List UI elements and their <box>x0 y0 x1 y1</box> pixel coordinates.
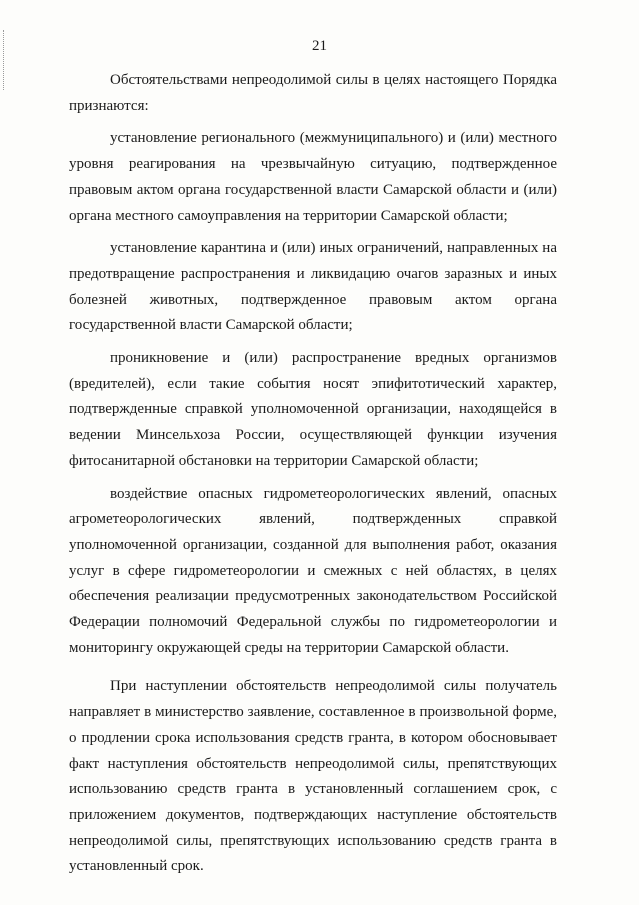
paragraph-pests: проникновение и (или) распространение вредных организмов (вредителей), если такие события носят эпифитотический характер, подтвержденные справкой уполномоченной организации, находящейся в ведении Минсельхоза России, осуществляющей функции изучения фитосанитарной обстановки на территории Самарской области; <box>69 350 557 469</box>
paragraph-quarantine: установление карантина и (или) иных ограничений, направленных на предотвращение распространения и ликвидацию очагов заразных и иных болезней животных, подтвержденное правовым актом органа государственной власти Самарской области; <box>69 240 557 334</box>
page-number: 21 <box>312 38 327 54</box>
paragraph-force-majeure-intro: Обстоятельствами непреодолимой силы в целях настоящего Порядка признаются: <box>69 72 557 114</box>
paragraph-hydrometeorology: воздействие опасных гидрометеорологических явлений, опасных агрометеорологических явлений, подтвержденных справкой уполномоченной организации, созданной для выполнения работ, оказания услуг в сфере гидрометеорологии и смежных с ней областях, в целях обеспечения реализации предусмотренных законодательством Российской Федерации полномочий Федеральной службы по гидрометеорологии и мониторингу окружающей среды на территории Самарской области. <box>69 485 557 656</box>
paragraph-extension-request: При наступлении обстоятельств непреодолимой силы получатель направляет в министерство заявление, составленное в произвольной форме, о продлении срока использования средств гранта, в котором обосновывает факт наступления обстоятельств непреодолимой силы, препятствующих использованию средств гранта в установленный соглашением срок, с приложением документов, подтверждающих наступление обстоятельств непреодолимой силы, препятствующих использованию средств гранта в установленный срок. <box>69 678 557 875</box>
paragraph-emergency-response: установление регионального (межмуниципального) и (или) местного уровня реагирования на чрезвычайную ситуацию, подтвержденное правовым актом органа государственной власти Самарской области и (или) органа местного самоуправления на территории Самарской области; <box>69 130 557 224</box>
document-body <box>69 68 557 887</box>
